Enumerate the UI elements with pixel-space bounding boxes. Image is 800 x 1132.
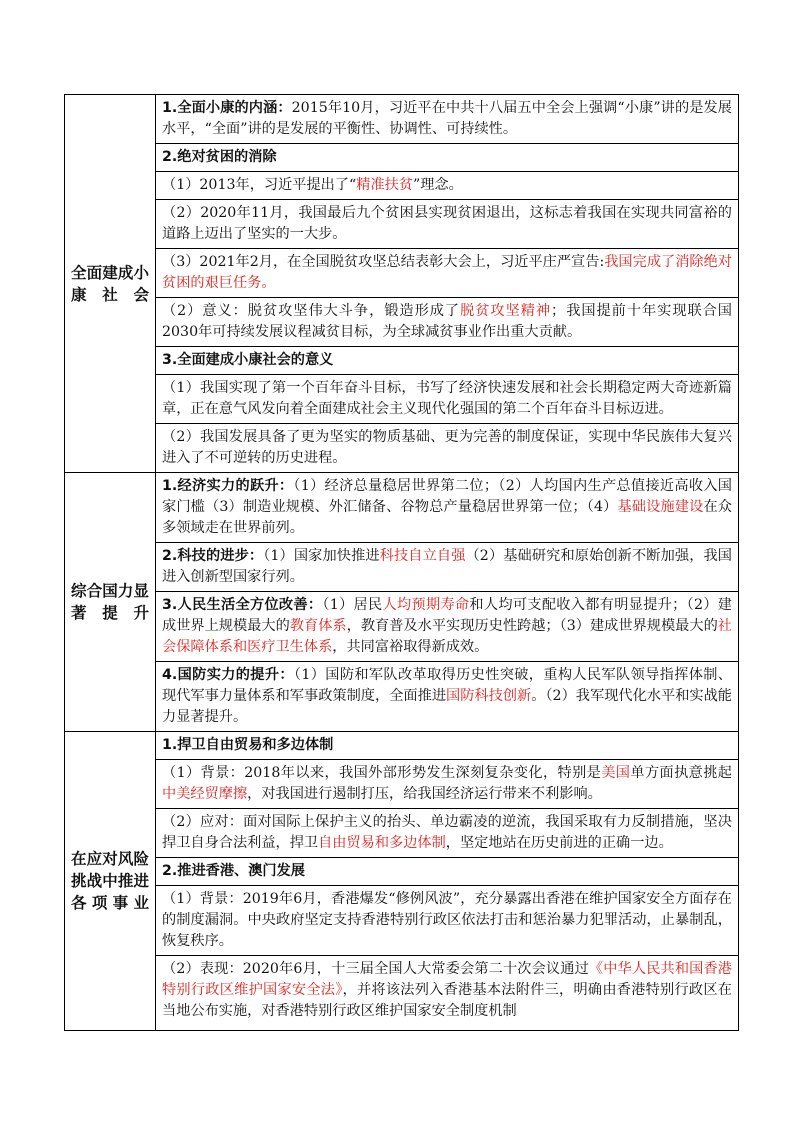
section-heading-cell — [65, 473, 156, 732]
text-run: ，教育普及水平实现历史性跨越；（3）建成世界规模最大的 — [346, 618, 718, 634]
highlight-text: 社会保障体系和医疗卫生体系 — [162, 618, 732, 655]
highlight-text: 我国完成了消除绝对贫困的艰巨任务。 — [162, 254, 732, 291]
paragraph — [156, 375, 738, 424]
text-run: ，并将该法列入香港基本法附件三，明确由香港特别行政区在当地公布实施，对香港特别行政区维护国家安全制度机制 — [162, 982, 732, 1019]
text-run: ，对我国进行遏制打压，给我国经济运行带来不利影响。 — [247, 786, 602, 802]
text-run: ，共同富裕取得新成效。 — [332, 639, 489, 655]
paragraph — [156, 956, 738, 1025]
text-run: 2.推进香港、澳门发展 — [162, 863, 305, 879]
section-body-clip — [156, 732, 738, 1030]
highlight-text: 《中华人民共和国香港特别行政区维护国家安全法》 — [162, 961, 732, 998]
paragraph — [156, 172, 738, 200]
paragraph — [156, 95, 738, 144]
paragraph — [156, 200, 738, 249]
highlight-text: 科技自立自强 — [379, 548, 466, 564]
section-body-cell — [156, 732, 739, 1031]
highlight-text: 国防科技创新 — [446, 688, 532, 704]
highlight-text: 精准扶贫 — [356, 177, 414, 193]
text-run: （3）2021年2月，在全国脱贫攻坚总结表彰大会上，习近平庄严宣告: — [162, 254, 605, 270]
text-run: （1）经济总量稳居世界第二位；（2）人均国内生产总值接近高收入国家门槛（3）制造业规模、外汇储备、谷物总产量稳居世界第一位；（4） — [162, 478, 732, 515]
paragraph — [156, 298, 738, 347]
section-heading: 综合国力显著提升 — [71, 582, 149, 622]
bold-label: 2.科技的进步： — [162, 548, 264, 564]
text-run: （2）表现：2020年6月，十三届全国人大常委会第二十次会议通过 — [162, 961, 589, 977]
section-heading-cell — [65, 95, 156, 473]
bold-label: 3.人民生活全方位改善： — [162, 597, 323, 613]
paragraph — [156, 592, 738, 662]
text-run: （2）应对：面对国际上保护主义的抬头、单边霸凌的逆流，我国采取有力反制措施，坚决捍卫自身合法利益，捍卫 — [162, 814, 732, 851]
text-run: ”理念。 — [413, 177, 463, 193]
text-run: （1）背景：2019年6月，香港爆发“修例风波”，充分暴露出香港在维护国家安全方面存在的制度漏洞。中央政府坚定支持香港特别行政区依法打击和惩治暴力犯罪活动，止暴制乱，恢复秩序。 — [162, 891, 732, 949]
text-run: （1）居民 — [322, 597, 383, 613]
section-row — [65, 95, 739, 473]
section-heading-cell — [65, 732, 156, 1031]
section-heading: 全面建成小康社会 — [71, 263, 149, 304]
text-run: （1）国家加快推进 — [263, 548, 380, 564]
paragraph — [156, 760, 738, 809]
paragraph — [156, 662, 738, 731]
knowledge-table — [64, 94, 739, 1031]
text-run: （2）意义：脱贫攻坚伟大斗争，锻造形成了 — [162, 303, 461, 319]
highlight-text: 教育体系 — [289, 618, 347, 634]
text-run: （2）2020年11月，我国最后九个贫困县实现贫困退出，这标志着我国在实现共同富裕的道路上迈出了坚实的一大步。 — [162, 205, 732, 242]
text-run: ，坚定地站在历史前进的正确一边。 — [445, 835, 673, 851]
section-body-cell — [156, 473, 739, 732]
text-run: ；我国提前十年实现联合国2030年可持续发展议程减贫目标，为全球减贫事业作出重大贡献。 — [162, 303, 732, 340]
text-run: 。（2）我军现代化水平和实战能力显著提升。 — [162, 688, 732, 725]
bold-label: 1.全面小康的内涵： — [162, 100, 292, 116]
text-run: 3.全面建成小康社会的意义 — [162, 352, 334, 368]
paragraph — [156, 473, 738, 543]
text-run: 1.捍卫自由贸易和多边体制 — [162, 737, 334, 753]
text-run: 单方面执意挑起 — [630, 765, 732, 781]
bold-label: 1.经济实力的跃升： — [162, 478, 294, 494]
section-row — [65, 473, 739, 732]
section-body-cell — [156, 95, 739, 473]
paragraph — [156, 424, 738, 472]
text-run: （1）我国实现了第一个百年奋斗目标，书写了经济快速发展和社会长期稳定两大奇迹新篇章，正在意气风发向着全面建成社会主义现代化强国的第二个百年奋斗目标迈进。 — [162, 380, 732, 417]
text-run: （2）基础研究和原始创新不断加强，我国进入创新型国家行列。 — [162, 548, 732, 585]
text-run: （1）背景：2018年以来，我国外部形势发生深刻复杂变化，特别是 — [162, 765, 602, 781]
bold-label: 4.国防实力的提升： — [162, 667, 294, 683]
subheading — [156, 858, 738, 886]
text-run: 和人均可支配收入都有明显提升；（2）建成世界上规模最大的 — [162, 597, 732, 634]
paragraph — [156, 809, 738, 858]
text-run: 2.绝对贫困的消除 — [162, 149, 277, 165]
highlight-text: 中美经贸摩擦 — [162, 786, 248, 802]
highlight-text: 脱贫攻坚精神 — [460, 303, 552, 319]
text-run: （2）我国发展具备了更为坚实的物质基础、更为完善的制度保证，实现中华民族伟大复兴进入了不可逆转的历史进程。 — [162, 429, 732, 466]
subheading — [156, 144, 738, 172]
paragraph — [156, 543, 738, 592]
highlight-text: 美国 — [601, 765, 631, 781]
text-run: 在众多领域走在世界前列。 — [162, 499, 732, 536]
text-run: （1）2013年，习近平提出了“ — [162, 177, 357, 193]
highlight-text: 基础设施建设 — [617, 499, 704, 515]
highlight-text: 自由贸易和多边体制 — [318, 835, 446, 851]
paragraph — [156, 249, 738, 298]
section-heading: 在应对风险挑战中推进各项事业 — [71, 850, 149, 912]
text-run: 2015年10月，习近平在中共十八届五中全会上强调“小康”讲的是发展水平，“全面”讲的是发展的平衡性、协调性、可持续性。 — [162, 100, 732, 137]
paragraph — [156, 886, 738, 956]
subheading — [156, 347, 738, 375]
text-run: （1）国防和军队改革取得历史性突破，重构人民军队领导指挥体制、现代军事力量体系和军事政策制度，全面推进 — [162, 667, 732, 704]
subheading — [156, 732, 738, 760]
section-row — [65, 732, 739, 1031]
highlight-text: 人均预期寿命 — [382, 597, 470, 613]
